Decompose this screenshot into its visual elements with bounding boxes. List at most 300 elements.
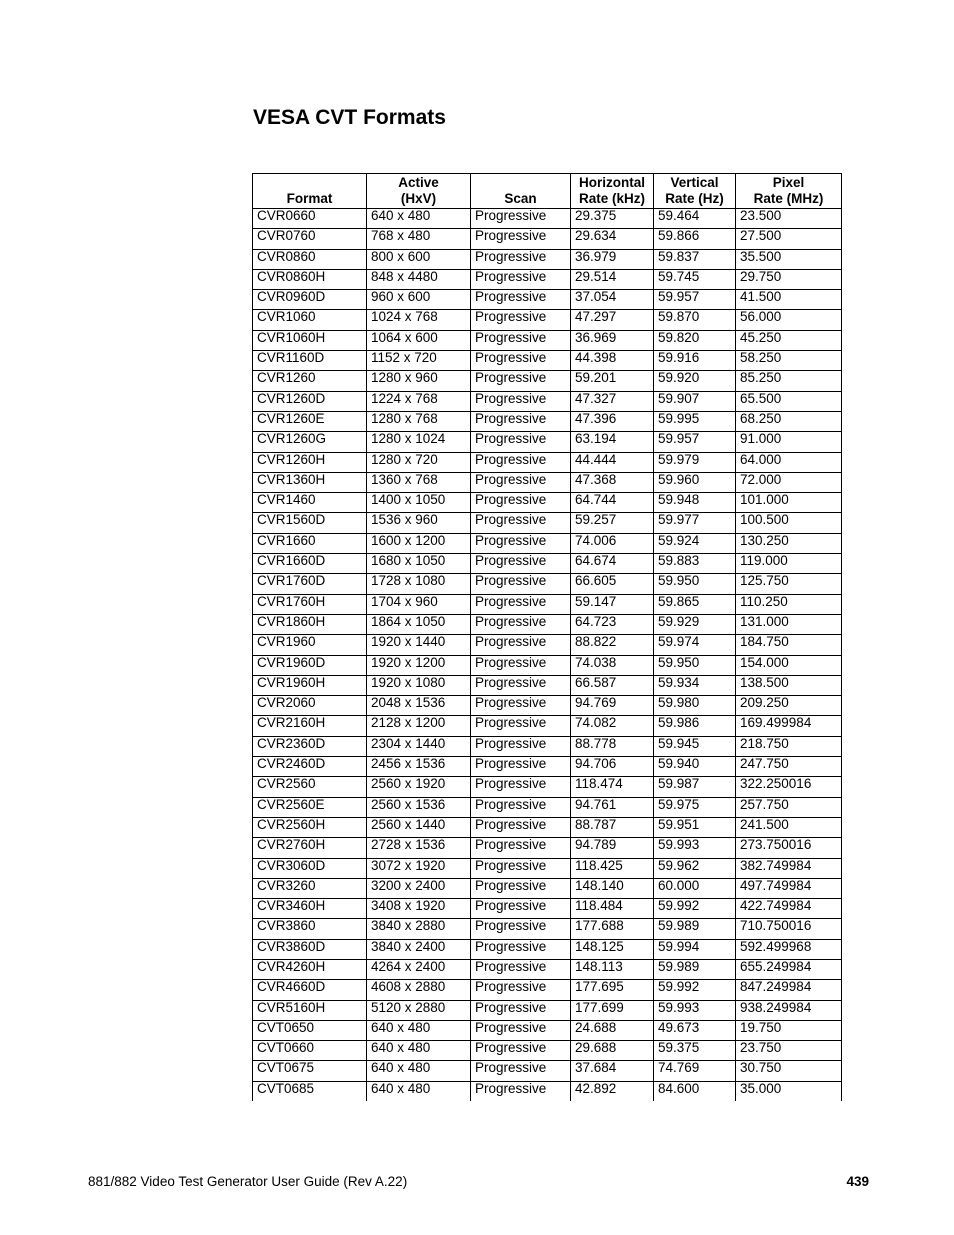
cell-scan: Progressive bbox=[471, 1061, 571, 1081]
footer-page-number: 439 bbox=[846, 1174, 869, 1189]
cell-scan: Progressive bbox=[471, 574, 571, 594]
cell-pixel-rate: 125.750 bbox=[736, 574, 842, 594]
cell-scan: Progressive bbox=[471, 736, 571, 756]
cell-horizontal-rate: 29.375 bbox=[571, 209, 654, 229]
cell-active: 1280 x 768 bbox=[367, 411, 471, 431]
cell-pixel-rate: 273.750016 bbox=[736, 838, 842, 858]
cell-horizontal-rate: 36.979 bbox=[571, 249, 654, 269]
table-row bbox=[253, 655, 842, 675]
cell-horizontal-rate: 94.761 bbox=[571, 797, 654, 817]
cell-active: 1728 x 1080 bbox=[367, 574, 471, 594]
table-row bbox=[253, 1041, 842, 1061]
cell-format: CVR4260H bbox=[253, 959, 367, 979]
cell-format: CVR2460D bbox=[253, 757, 367, 777]
cell-active: 1400 x 1050 bbox=[367, 493, 471, 513]
table-row bbox=[253, 635, 842, 655]
table-row bbox=[253, 797, 842, 817]
cell-format: CVR1160D bbox=[253, 351, 367, 371]
cell-pixel-rate: 247.750 bbox=[736, 757, 842, 777]
column-header-line: Horizontal bbox=[579, 175, 645, 190]
table-body bbox=[253, 209, 842, 1102]
cell-horizontal-rate: 88.787 bbox=[571, 817, 654, 837]
column-header-line: Scan bbox=[504, 191, 537, 206]
cell-vertical-rate: 59.883 bbox=[654, 554, 736, 574]
cell-pixel-rate: 30.750 bbox=[736, 1061, 842, 1081]
cell-scan: Progressive bbox=[471, 594, 571, 614]
cell-pixel-rate: 85.250 bbox=[736, 371, 842, 391]
cell-format: CVR1660 bbox=[253, 533, 367, 553]
table-row bbox=[253, 939, 842, 959]
cell-scan: Progressive bbox=[471, 432, 571, 452]
cell-vertical-rate: 59.950 bbox=[654, 574, 736, 594]
cell-scan: Progressive bbox=[471, 249, 571, 269]
table-row bbox=[253, 817, 842, 837]
cell-pixel-rate: 35.000 bbox=[736, 1081, 842, 1101]
cell-active: 5120 x 2880 bbox=[367, 1000, 471, 1020]
column-header-active bbox=[367, 174, 471, 209]
column-header-line: Rate (kHz) bbox=[578, 191, 645, 206]
column-header-line: Rate (Hz) bbox=[665, 191, 724, 206]
cell-active: 3408 x 1920 bbox=[367, 899, 471, 919]
cell-active: 1920 x 1080 bbox=[367, 675, 471, 695]
cell-pixel-rate: 56.000 bbox=[736, 310, 842, 330]
cell-scan: Progressive bbox=[471, 269, 571, 289]
cell-pixel-rate: 938.249984 bbox=[736, 1000, 842, 1020]
cell-scan: Progressive bbox=[471, 391, 571, 411]
cell-horizontal-rate: 29.514 bbox=[571, 269, 654, 289]
cell-horizontal-rate: 74.006 bbox=[571, 533, 654, 553]
cell-active: 2728 x 1536 bbox=[367, 838, 471, 858]
cell-active: 1360 x 768 bbox=[367, 472, 471, 492]
cell-active: 1064 x 600 bbox=[367, 330, 471, 350]
table-row bbox=[253, 1061, 842, 1081]
cell-format: CVR1660D bbox=[253, 554, 367, 574]
cell-vertical-rate: 59.974 bbox=[654, 635, 736, 655]
cell-scan: Progressive bbox=[471, 899, 571, 919]
cell-format: CVR2760H bbox=[253, 838, 367, 858]
cell-active: 640 x 480 bbox=[367, 1061, 471, 1081]
cell-vertical-rate: 59.929 bbox=[654, 614, 736, 634]
table-row bbox=[253, 452, 842, 472]
cell-vertical-rate: 59.993 bbox=[654, 1000, 736, 1020]
cell-scan: Progressive bbox=[471, 452, 571, 472]
cell-scan: Progressive bbox=[471, 817, 571, 837]
cell-vertical-rate: 59.916 bbox=[654, 351, 736, 371]
table-row bbox=[253, 330, 842, 350]
cell-vertical-rate: 59.951 bbox=[654, 817, 736, 837]
cell-vertical-rate: 59.957 bbox=[654, 432, 736, 452]
cell-pixel-rate: 257.750 bbox=[736, 797, 842, 817]
cell-pixel-rate: 91.000 bbox=[736, 432, 842, 452]
cell-scan: Progressive bbox=[471, 533, 571, 553]
cell-active: 1280 x 1024 bbox=[367, 432, 471, 452]
cell-pixel-rate: 27.500 bbox=[736, 229, 842, 249]
cell-scan: Progressive bbox=[471, 513, 571, 533]
cell-active: 1864 x 1050 bbox=[367, 614, 471, 634]
cell-format: CVR1960D bbox=[253, 655, 367, 675]
cell-pixel-rate: 497.749984 bbox=[736, 878, 842, 898]
cell-horizontal-rate: 148.113 bbox=[571, 959, 654, 979]
table-row bbox=[253, 838, 842, 858]
cell-scan: Progressive bbox=[471, 209, 571, 229]
cell-format: CVR3060D bbox=[253, 858, 367, 878]
cell-vertical-rate: 59.960 bbox=[654, 472, 736, 492]
cell-pixel-rate: 130.250 bbox=[736, 533, 842, 553]
table-row bbox=[253, 290, 842, 310]
table-row bbox=[253, 899, 842, 919]
column-header-line: Vertical bbox=[670, 175, 719, 190]
cell-format: CVR5160H bbox=[253, 1000, 367, 1020]
cell-horizontal-rate: 177.699 bbox=[571, 1000, 654, 1020]
cell-scan: Progressive bbox=[471, 959, 571, 979]
cell-active: 1704 x 960 bbox=[367, 594, 471, 614]
vesa-cvt-formats-table bbox=[252, 173, 842, 1101]
cell-active: 2048 x 1536 bbox=[367, 696, 471, 716]
table-row bbox=[253, 1081, 842, 1101]
cell-active: 2560 x 1920 bbox=[367, 777, 471, 797]
table-row bbox=[253, 980, 842, 1000]
cell-format: CVR1060 bbox=[253, 310, 367, 330]
table-row bbox=[253, 432, 842, 452]
cell-pixel-rate: 847.249984 bbox=[736, 980, 842, 1000]
cell-pixel-rate: 110.250 bbox=[736, 594, 842, 614]
cell-horizontal-rate: 36.969 bbox=[571, 330, 654, 350]
cell-active: 2304 x 1440 bbox=[367, 736, 471, 756]
cell-active: 3840 x 2880 bbox=[367, 919, 471, 939]
cell-format: CVR1760H bbox=[253, 594, 367, 614]
column-header-line: Active bbox=[398, 175, 439, 190]
cell-pixel-rate: 64.000 bbox=[736, 452, 842, 472]
cell-format: CVR1860H bbox=[253, 614, 367, 634]
column-header-format bbox=[253, 174, 367, 209]
cell-pixel-rate: 322.250016 bbox=[736, 777, 842, 797]
table-row bbox=[253, 493, 842, 513]
cell-active: 2456 x 1536 bbox=[367, 757, 471, 777]
cell-horizontal-rate: 148.125 bbox=[571, 939, 654, 959]
table-row bbox=[253, 736, 842, 756]
table-row bbox=[253, 269, 842, 289]
cell-format: CVR1760D bbox=[253, 574, 367, 594]
cell-pixel-rate: 710.750016 bbox=[736, 919, 842, 939]
cell-scan: Progressive bbox=[471, 797, 571, 817]
column-header-line: Rate (MHz) bbox=[753, 191, 824, 206]
cell-scan: Progressive bbox=[471, 939, 571, 959]
cell-vertical-rate: 59.837 bbox=[654, 249, 736, 269]
cell-horizontal-rate: 74.038 bbox=[571, 655, 654, 675]
table-row bbox=[253, 310, 842, 330]
cell-pixel-rate: 23.750 bbox=[736, 1041, 842, 1061]
table-row bbox=[253, 675, 842, 695]
table-row bbox=[253, 1000, 842, 1020]
column-header-scan bbox=[471, 174, 571, 209]
cell-scan: Progressive bbox=[471, 614, 571, 634]
column-header-line: Pixel bbox=[772, 175, 805, 190]
cell-format: CVT0650 bbox=[253, 1020, 367, 1040]
cell-vertical-rate: 59.866 bbox=[654, 229, 736, 249]
cell-vertical-rate: 59.907 bbox=[654, 391, 736, 411]
cell-active: 1024 x 768 bbox=[367, 310, 471, 330]
cell-horizontal-rate: 177.688 bbox=[571, 919, 654, 939]
cell-horizontal-rate: 42.892 bbox=[571, 1081, 654, 1101]
cell-active: 3840 x 2400 bbox=[367, 939, 471, 959]
table-row bbox=[253, 371, 842, 391]
cell-scan: Progressive bbox=[471, 777, 571, 797]
cell-pixel-rate: 23.500 bbox=[736, 209, 842, 229]
cell-horizontal-rate: 59.201 bbox=[571, 371, 654, 391]
cell-active: 3072 x 1920 bbox=[367, 858, 471, 878]
cell-scan: Progressive bbox=[471, 878, 571, 898]
cell-format: CVR0860 bbox=[253, 249, 367, 269]
table-row bbox=[253, 574, 842, 594]
cell-pixel-rate: 100.500 bbox=[736, 513, 842, 533]
cell-format: CVR1460 bbox=[253, 493, 367, 513]
cell-scan: Progressive bbox=[471, 493, 571, 513]
cell-pixel-rate: 65.500 bbox=[736, 391, 842, 411]
cell-format: CVR1260H bbox=[253, 452, 367, 472]
column-header-vertical-rate bbox=[654, 174, 736, 209]
cell-active: 1224 x 768 bbox=[367, 391, 471, 411]
page-title: VESA CVT Formats bbox=[253, 106, 446, 129]
cell-format: CVR1960 bbox=[253, 635, 367, 655]
cell-pixel-rate: 592.499968 bbox=[736, 939, 842, 959]
cell-vertical-rate: 59.945 bbox=[654, 736, 736, 756]
cell-active: 800 x 600 bbox=[367, 249, 471, 269]
table-row bbox=[253, 391, 842, 411]
table-row bbox=[253, 1020, 842, 1040]
table-row bbox=[253, 919, 842, 939]
cell-vertical-rate: 59.989 bbox=[654, 919, 736, 939]
cell-scan: Progressive bbox=[471, 858, 571, 878]
cell-horizontal-rate: 64.723 bbox=[571, 614, 654, 634]
table-header-row bbox=[253, 174, 842, 209]
table-row bbox=[253, 858, 842, 878]
cell-format: CVR1260 bbox=[253, 371, 367, 391]
cell-format: CVR0760 bbox=[253, 229, 367, 249]
cell-format: CVR3860D bbox=[253, 939, 367, 959]
cell-vertical-rate: 59.865 bbox=[654, 594, 736, 614]
cell-active: 2560 x 1536 bbox=[367, 797, 471, 817]
cell-pixel-rate: 154.000 bbox=[736, 655, 842, 675]
cell-pixel-rate: 29.750 bbox=[736, 269, 842, 289]
cell-format: CVR3260 bbox=[253, 878, 367, 898]
cell-active: 2560 x 1440 bbox=[367, 817, 471, 837]
cell-vertical-rate: 59.977 bbox=[654, 513, 736, 533]
cell-vertical-rate: 59.870 bbox=[654, 310, 736, 330]
cell-scan: Progressive bbox=[471, 229, 571, 249]
cell-horizontal-rate: 59.147 bbox=[571, 594, 654, 614]
cell-vertical-rate: 59.994 bbox=[654, 939, 736, 959]
cell-pixel-rate: 35.500 bbox=[736, 249, 842, 269]
cell-format: CVR3460H bbox=[253, 899, 367, 919]
cell-scan: Progressive bbox=[471, 371, 571, 391]
table-row bbox=[253, 533, 842, 553]
cell-vertical-rate: 59.995 bbox=[654, 411, 736, 431]
cell-format: CVR0960D bbox=[253, 290, 367, 310]
cell-format: CVR1260D bbox=[253, 391, 367, 411]
cell-scan: Progressive bbox=[471, 675, 571, 695]
cell-pixel-rate: 131.000 bbox=[736, 614, 842, 634]
cell-active: 1600 x 1200 bbox=[367, 533, 471, 553]
cell-pixel-rate: 45.250 bbox=[736, 330, 842, 350]
cell-pixel-rate: 41.500 bbox=[736, 290, 842, 310]
cell-vertical-rate: 74.769 bbox=[654, 1061, 736, 1081]
cell-scan: Progressive bbox=[471, 330, 571, 350]
table-row bbox=[253, 554, 842, 574]
cell-format: CVR2060 bbox=[253, 696, 367, 716]
cell-active: 1280 x 720 bbox=[367, 452, 471, 472]
cell-vertical-rate: 59.948 bbox=[654, 493, 736, 513]
column-header-line: (HxV) bbox=[400, 191, 437, 206]
cell-scan: Progressive bbox=[471, 635, 571, 655]
cell-horizontal-rate: 47.396 bbox=[571, 411, 654, 431]
cell-active: 4264 x 2400 bbox=[367, 959, 471, 979]
cell-active: 768 x 480 bbox=[367, 229, 471, 249]
cell-horizontal-rate: 94.706 bbox=[571, 757, 654, 777]
cell-format: CVR1060H bbox=[253, 330, 367, 350]
cell-pixel-rate: 218.750 bbox=[736, 736, 842, 756]
cell-format: CVR0660 bbox=[253, 209, 367, 229]
cell-horizontal-rate: 47.297 bbox=[571, 310, 654, 330]
cell-horizontal-rate: 118.484 bbox=[571, 899, 654, 919]
cell-pixel-rate: 72.000 bbox=[736, 472, 842, 492]
cell-vertical-rate: 59.987 bbox=[654, 777, 736, 797]
cell-pixel-rate: 184.750 bbox=[736, 635, 842, 655]
cell-vertical-rate: 59.975 bbox=[654, 797, 736, 817]
cell-format: CVT0660 bbox=[253, 1041, 367, 1061]
cell-horizontal-rate: 59.257 bbox=[571, 513, 654, 533]
cell-horizontal-rate: 47.327 bbox=[571, 391, 654, 411]
cell-active: 848 x 4480 bbox=[367, 269, 471, 289]
cell-pixel-rate: 209.250 bbox=[736, 696, 842, 716]
cell-horizontal-rate: 63.194 bbox=[571, 432, 654, 452]
table-row bbox=[253, 594, 842, 614]
cell-scan: Progressive bbox=[471, 838, 571, 858]
cell-scan: Progressive bbox=[471, 716, 571, 736]
cell-pixel-rate: 101.000 bbox=[736, 493, 842, 513]
cell-format: CVR2360D bbox=[253, 736, 367, 756]
footer-guide-title: 881/882 Video Test Generator User Guide (Rev A.22) bbox=[88, 1174, 408, 1189]
cell-vertical-rate: 84.600 bbox=[654, 1081, 736, 1101]
cell-active: 640 x 480 bbox=[367, 209, 471, 229]
cell-active: 1536 x 960 bbox=[367, 513, 471, 533]
cell-format: CVR1560D bbox=[253, 513, 367, 533]
cell-scan: Progressive bbox=[471, 554, 571, 574]
cell-vertical-rate: 59.920 bbox=[654, 371, 736, 391]
cell-pixel-rate: 19.750 bbox=[736, 1020, 842, 1040]
cell-active: 4608 x 2880 bbox=[367, 980, 471, 1000]
cell-scan: Progressive bbox=[471, 1020, 571, 1040]
cell-format: CVR3860 bbox=[253, 919, 367, 939]
cell-vertical-rate: 60.000 bbox=[654, 878, 736, 898]
cell-active: 3200 x 2400 bbox=[367, 878, 471, 898]
cell-horizontal-rate: 66.587 bbox=[571, 675, 654, 695]
cell-horizontal-rate: 177.695 bbox=[571, 980, 654, 1000]
table-row bbox=[253, 411, 842, 431]
table-row bbox=[253, 777, 842, 797]
cell-vertical-rate: 59.992 bbox=[654, 899, 736, 919]
cell-horizontal-rate: 37.684 bbox=[571, 1061, 654, 1081]
cell-format: CVT0675 bbox=[253, 1061, 367, 1081]
cell-scan: Progressive bbox=[471, 1041, 571, 1061]
table-row bbox=[253, 472, 842, 492]
cell-active: 640 x 480 bbox=[367, 1020, 471, 1040]
cell-format: CVR2560E bbox=[253, 797, 367, 817]
table-row bbox=[253, 716, 842, 736]
table-row bbox=[253, 959, 842, 979]
cell-vertical-rate: 59.934 bbox=[654, 675, 736, 695]
cell-pixel-rate: 655.249984 bbox=[736, 959, 842, 979]
cell-format: CVT0685 bbox=[253, 1081, 367, 1101]
cell-active: 640 x 480 bbox=[367, 1041, 471, 1061]
cell-scan: Progressive bbox=[471, 310, 571, 330]
cell-vertical-rate: 59.962 bbox=[654, 858, 736, 878]
cell-horizontal-rate: 88.822 bbox=[571, 635, 654, 655]
cell-vertical-rate: 59.957 bbox=[654, 290, 736, 310]
cell-active: 960 x 600 bbox=[367, 290, 471, 310]
cell-vertical-rate: 49.673 bbox=[654, 1020, 736, 1040]
cell-format: CVR2560H bbox=[253, 817, 367, 837]
cell-active: 640 x 480 bbox=[367, 1081, 471, 1101]
table-row bbox=[253, 351, 842, 371]
cell-scan: Progressive bbox=[471, 472, 571, 492]
cell-format: CVR1260E bbox=[253, 411, 367, 431]
cell-vertical-rate: 59.986 bbox=[654, 716, 736, 736]
table-row bbox=[253, 757, 842, 777]
cell-scan: Progressive bbox=[471, 411, 571, 431]
cell-horizontal-rate: 24.688 bbox=[571, 1020, 654, 1040]
table-row bbox=[253, 513, 842, 533]
cell-active: 1280 x 960 bbox=[367, 371, 471, 391]
cell-scan: Progressive bbox=[471, 980, 571, 1000]
cell-scan: Progressive bbox=[471, 1000, 571, 1020]
cell-horizontal-rate: 44.398 bbox=[571, 351, 654, 371]
column-header-pixel-rate bbox=[736, 174, 842, 209]
cell-pixel-rate: 241.500 bbox=[736, 817, 842, 837]
cell-vertical-rate: 59.745 bbox=[654, 269, 736, 289]
cell-active: 1920 x 1440 bbox=[367, 635, 471, 655]
column-header-line: Format bbox=[286, 191, 333, 206]
cell-pixel-rate: 169.499984 bbox=[736, 716, 842, 736]
cell-horizontal-rate: 148.140 bbox=[571, 878, 654, 898]
cell-horizontal-rate: 64.674 bbox=[571, 554, 654, 574]
cell-scan: Progressive bbox=[471, 1081, 571, 1101]
table-row bbox=[253, 249, 842, 269]
cell-format: CVR2160H bbox=[253, 716, 367, 736]
cell-scan: Progressive bbox=[471, 290, 571, 310]
cell-format: CVR1960H bbox=[253, 675, 367, 695]
table-row bbox=[253, 229, 842, 249]
cell-scan: Progressive bbox=[471, 696, 571, 716]
cell-horizontal-rate: 88.778 bbox=[571, 736, 654, 756]
cell-horizontal-rate: 37.054 bbox=[571, 290, 654, 310]
cell-scan: Progressive bbox=[471, 351, 571, 371]
cell-format: CVR1260G bbox=[253, 432, 367, 452]
cell-format: CVR1360H bbox=[253, 472, 367, 492]
cell-scan: Progressive bbox=[471, 919, 571, 939]
cell-format: CVR4660D bbox=[253, 980, 367, 1000]
cell-active: 1680 x 1050 bbox=[367, 554, 471, 574]
cell-horizontal-rate: 66.605 bbox=[571, 574, 654, 594]
cell-format: CVR2560 bbox=[253, 777, 367, 797]
cell-horizontal-rate: 47.368 bbox=[571, 472, 654, 492]
cell-vertical-rate: 59.992 bbox=[654, 980, 736, 1000]
cell-format: CVR0860H bbox=[253, 269, 367, 289]
cell-horizontal-rate: 29.634 bbox=[571, 229, 654, 249]
cell-pixel-rate: 422.749984 bbox=[736, 899, 842, 919]
cell-horizontal-rate: 64.744 bbox=[571, 493, 654, 513]
cell-vertical-rate: 59.924 bbox=[654, 533, 736, 553]
cell-scan: Progressive bbox=[471, 757, 571, 777]
